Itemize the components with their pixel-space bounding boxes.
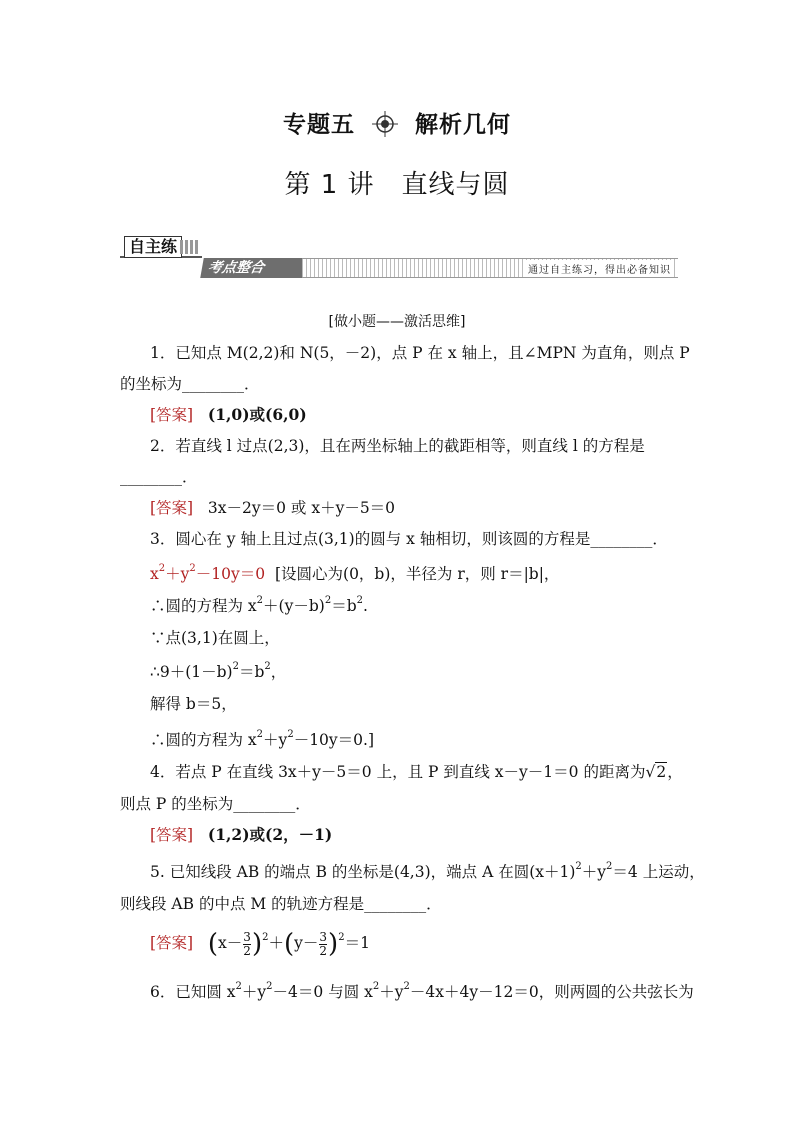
section-banner — [120, 232, 680, 280]
q3-solution-start: [设圆心为(0，b)，半径为 r，则 r＝|b|， — [274, 565, 560, 583]
chapter-label: 专题五 — [282, 112, 355, 138]
target-emblem-icon — [372, 111, 398, 143]
q4-line1: 4．若点 P 在直线 3x＋y－5＝0 上，且 P 到直线 x－y－1＝0 的距离为√2， — [150, 763, 683, 781]
q4-answer-row — [150, 825, 332, 845]
banner-decoration — [180, 240, 200, 254]
banner-caption: 通过自主练习，得出必备知识 — [525, 260, 674, 277]
q3-step5: ∴圆的方程为 $x^2+y^2-10y=0$.] — [150, 729, 375, 749]
q3-step2: ∵点(3,1)在圆上， — [150, 629, 280, 647]
q1-line1: 1．已知点 M(2,2)和 N(5，－2)，点 P 在 x 轴上，且∠MPN 为直角，则点 P — [150, 344, 690, 362]
q5-answer: (x－ $\frac{3}{2}$ )$^2$＋(y－ $\frac{3}{2}$ )$^2$＝1 — [207, 929, 370, 959]
answer-tag: [答案] — [150, 934, 194, 952]
q1-answer-row — [150, 405, 307, 425]
banner-main-label: 自主练 — [124, 236, 182, 258]
answer-tag: [答案] — [150, 499, 194, 517]
q3-step3: $\therefore 9+(1-b)^2=b^2$， — [150, 661, 287, 681]
q3-step1: ∴圆的方程为 $x^2+(y-b)^2=b^2$. — [150, 595, 368, 615]
section-title: [做小题——激活思维] — [328, 314, 466, 330]
q5-line1: 5. 已知线段 AB 的端点 B 的坐标是(4,3)，端点 A 在圆$(x+1)^2+y^2=4$ 上运动， — [150, 861, 705, 881]
q4-line2: 则点 P 的坐标为________． — [120, 795, 311, 813]
q4-answer: (1,2)或(2，－1) — [207, 825, 333, 844]
q3-answer-row — [150, 564, 559, 584]
q2-answer-row — [150, 498, 395, 518]
q1-answer: (1,0)或(6,0) — [207, 405, 307, 424]
q1-line2: 的坐标为________． — [120, 375, 260, 393]
q3-line1: 3．圆心在 y 轴上且过点(3,1)的圆与 x 轴相切，则该圆的方程是________． — [150, 530, 668, 548]
q5-answer-row — [150, 928, 370, 959]
q5-line2: 则线段 AB 的中点 M 的轨迹方程是________． — [120, 895, 442, 913]
q3-answer: $x^2+y^2-10y=0$ — [150, 563, 266, 583]
answer-tag: [答案] — [150, 406, 194, 424]
q2-line2: ________． — [120, 468, 198, 486]
lesson-title: 第 1 讲 直线与圆 — [284, 170, 510, 200]
banner-tab-label: 考点整合 — [200, 258, 310, 278]
subject-label: 解析几何 — [415, 112, 512, 138]
q6-line1: 6．已知圆 $x^2+y^2-4=0$ 与圆 $x^2+y^2-4x+4y-12=0$，则两圆的公共弦长为 — [150, 981, 694, 1001]
q2-line1: 2．若直线 l 过点(2,3)，且在两坐标轴上的截距相等，则直线 l 的方程是 — [150, 437, 645, 455]
answer-tag: [答案] — [150, 826, 194, 844]
q3-step4: 解得 b＝5， — [150, 695, 237, 713]
sqrt-symbol: √2 — [645, 763, 667, 781]
q2-answer: 3x－2y＝0 或 x＋y－5＝0 — [207, 499, 396, 517]
chapter-title — [0, 106, 794, 143]
